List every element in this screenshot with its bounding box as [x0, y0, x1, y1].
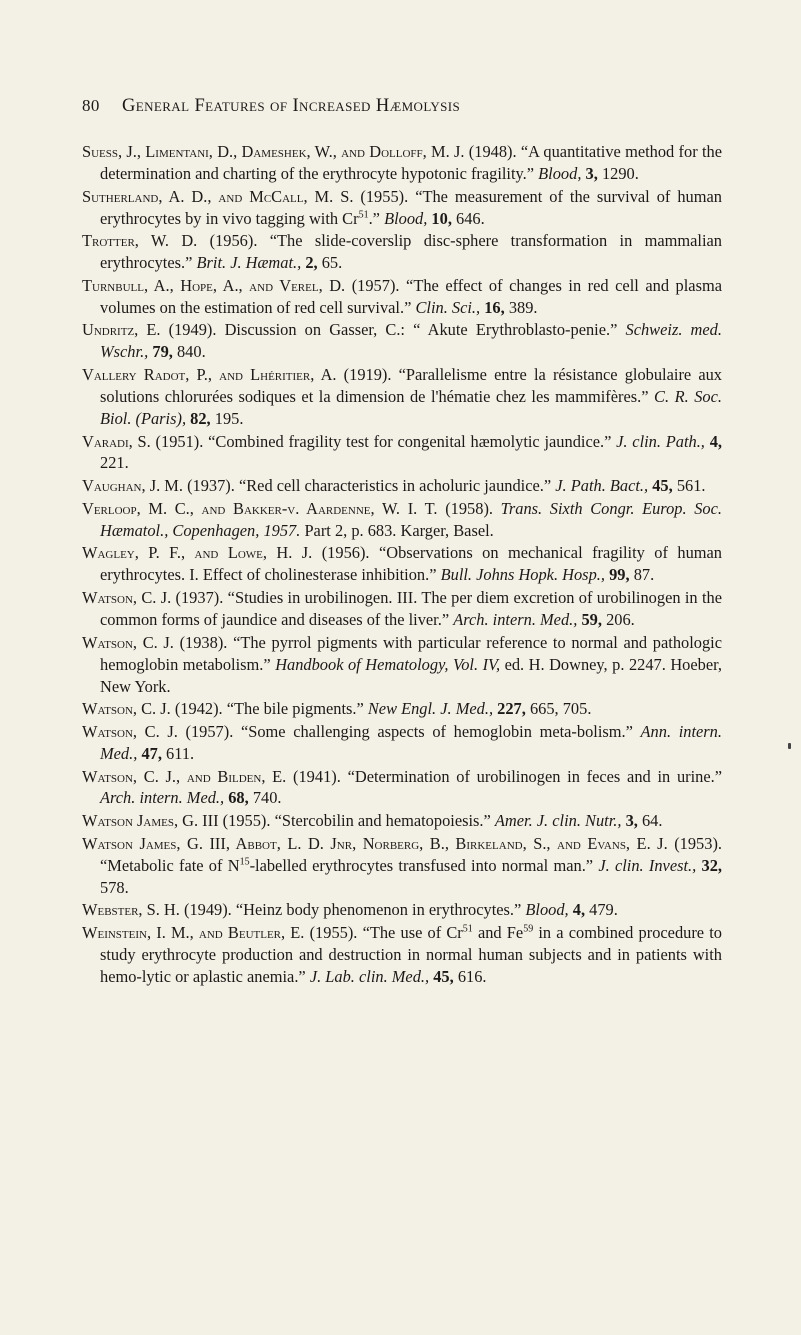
page-number: 80 — [82, 96, 100, 115]
reference-year: (1951). — [155, 431, 204, 451]
reference-sup: 15 — [239, 856, 250, 868]
reference-journal: Ann. intern. Med., — [100, 721, 722, 763]
reference-title: “Studies in urobilinogen. III. The per diem excretion of urobilinogen in the common forms of jaundice and diseases of the liver.” — [100, 588, 722, 629]
reference-year: (1956). — [321, 543, 370, 563]
reference-journal: Bull. Johns Hopk. Hosp., — [440, 565, 605, 585]
reference-entry — [82, 899, 722, 921]
reference-title: “The effect of changes in red cell and plasma volumes on the estimation of red cell survival.” — [100, 275, 722, 317]
reference-volume: 3, — [625, 811, 638, 831]
reference-pages: 206. — [606, 610, 635, 629]
reference-title: “A quantitative method for the determination and charting of the erythrocyte hypotonic fragility.” — [100, 142, 722, 183]
reference-authors: Watson, C. J. — [82, 588, 172, 608]
reference-authors: Turnbull, A., Hope, A., and Verel, D. — [82, 275, 346, 295]
reference-volume: 59, — [581, 610, 602, 629]
reference-authors: Undritz, E. — [82, 320, 161, 340]
reference-authors: Webster, S. H. — [82, 900, 180, 920]
reference-journal: Arch. intern. Med., — [453, 610, 578, 629]
reference-authors: Verloop, M. C., and Bakker-v. Aardenne, W. I. T. — [82, 498, 438, 518]
reference-year: (1937). — [187, 476, 235, 496]
reference-journal: Amer. J. clin. Nutr., — [494, 811, 622, 831]
reference-list — [82, 141, 722, 988]
reference-entry — [82, 275, 722, 319]
reference-title-end: .” — [368, 208, 380, 228]
reference-journal: J. clin. Path., — [616, 431, 705, 451]
reference-entry — [82, 698, 722, 720]
reference-journal: Schweiz. med. Wschr., — [100, 320, 722, 362]
reference-pages: 389. — [508, 297, 538, 317]
reference-year: (1955). — [360, 186, 409, 206]
reference-entry — [82, 587, 722, 631]
reference-title: “Red cell characteristics in acholuric jaundice.” — [238, 476, 552, 496]
reference-authors: Weinstein, I. M., and Beutler, E. — [82, 923, 305, 943]
reference-volume: 45, — [433, 966, 454, 986]
reference-year: (1942). — [174, 699, 223, 719]
margin-mark — [788, 743, 791, 749]
reference-authors: Watson, C. J. — [82, 699, 171, 719]
reference-title-mid: and Fe — [472, 923, 524, 943]
reference-title: “Combined fragility test for congenital hæmolytic jaundice.” — [208, 431, 612, 451]
reference-year: (1957). — [185, 721, 234, 741]
reference-title: “The bile pigments.” — [226, 699, 364, 719]
reference-volume: 32, — [701, 855, 723, 875]
reference-entry — [82, 542, 722, 586]
reference-authors: Trotter, W. D. — [82, 231, 198, 251]
reference-title-end: in a combined procedure to study erythrocyte production and destruction in normal human subjects and in patients with hemo-lytic or aplastic anemia.” — [100, 923, 723, 986]
reference-pages: 616. — [457, 966, 487, 986]
reference-year: (1937). — [175, 588, 224, 608]
reference-pages: 665, 705. — [529, 699, 592, 719]
reference-year: (1938). — [179, 632, 228, 652]
reference-journal: Handbook of Hematology, Vol. IV, — [275, 654, 501, 674]
reference-entry — [82, 186, 722, 230]
reference-year: (1955). — [222, 811, 271, 831]
reference-volume: 99, — [609, 565, 630, 585]
reference-entry — [82, 721, 722, 765]
reference-volume: 16, — [484, 297, 505, 317]
reference-volume: 2, — [305, 253, 318, 273]
reference-pages: 578. — [100, 877, 129, 897]
reference-pages: 646. — [456, 208, 485, 228]
reference-year: (1955). — [309, 923, 358, 943]
reference-authors: Watson James, G. III — [82, 811, 219, 831]
reference-pages: ed. H. Downey, p. 2247. Hoeber, New York. — [100, 654, 722, 696]
reference-pages: 195. — [214, 408, 244, 428]
reference-sup2: 59 — [523, 923, 534, 935]
reference-entry — [82, 766, 722, 810]
reference-pages: 65. — [321, 253, 343, 273]
reference-title: “The use of Cr — [362, 923, 463, 943]
reference-volume: 79, — [152, 342, 173, 362]
reference-year: (1949). — [183, 900, 232, 920]
reference-year: (1956). — [209, 231, 258, 251]
reference-volume: 3, — [585, 163, 598, 183]
reference-title: “Stercobilin and hematopoiesis.” — [274, 811, 491, 831]
reference-year: (1941). — [293, 766, 341, 786]
reference-authors: Vallery Radot, P., and Lhéritier, A. — [82, 365, 337, 385]
reference-authors: Watson, C. J. — [82, 632, 174, 652]
reference-title: “Determination of urobilinogen in feces and in urine.” — [347, 766, 722, 786]
reference-volume: 45, — [652, 476, 673, 496]
reference-journal: J. clin. Invest., — [598, 855, 697, 875]
reference-pages: 840. — [176, 342, 206, 362]
reference-journal: J. Lab. clin. Med., — [309, 966, 430, 986]
reference-sup: 51 — [358, 209, 369, 221]
reference-title: “The measurement of the survival of human erythrocytes by in vivo tagging with Cr — [100, 186, 722, 228]
reference-year: (1957). — [351, 275, 400, 295]
reference-pages: 1290. — [601, 163, 639, 183]
reference-journal: C. R. Soc. Biol. (Paris), — [100, 386, 722, 428]
reference-entry — [82, 319, 722, 363]
reference-entry — [82, 364, 722, 430]
reference-entry — [82, 833, 722, 899]
reference-sup: 51 — [462, 923, 473, 935]
reference-year: (1953). — [674, 833, 722, 853]
reference-journal: Blood, — [384, 208, 428, 228]
running-head — [82, 96, 722, 117]
reference-pages: 87. — [633, 565, 655, 585]
reference-journal: Clin. Sci., — [415, 297, 481, 317]
reference-journal: Blood, — [538, 163, 582, 183]
reference-volume: 82, — [190, 408, 211, 428]
reference-volume: 4, — [709, 431, 722, 451]
reference-title-end: -labelled erythrocytes transfused into normal man.” — [249, 855, 594, 875]
reference-title: “Some challenging aspects of hemoglobin meta-bolism.” — [240, 721, 633, 741]
running-title: General Features of Increased Hæmolysis — [122, 96, 461, 116]
reference-volume: 68, — [228, 788, 249, 808]
reference-title: “The pyrrol pigments with particular reference to normal and pathologic hemoglobin metabolism.” — [100, 632, 722, 674]
reference-journal: J. Path. Bact., — [555, 476, 649, 496]
reference-title: “The slide-coverslip disc-sphere transformation in mammalian erythrocytes.” — [100, 231, 722, 273]
reference-entry — [82, 498, 722, 542]
reference-journal: New Engl. J. Med., — [367, 699, 494, 719]
reference-title: “Parallelisme entre la résistance globulaire aux solutions chlorurées sodiques et la dimension de l'hématie chez les mammifères.” — [100, 365, 722, 406]
reference-year: (1948). — [468, 142, 517, 161]
reference-authors: Vaughan, J. M. — [82, 476, 183, 496]
reference-authors: Sutherland, A. D., and McCall, M. S. — [82, 186, 354, 206]
reference-pages: 740. — [252, 788, 282, 808]
reference-authors: Wagley, P. F., and Lowe, H. J. — [82, 543, 313, 563]
reference-volume: 227, — [497, 699, 526, 719]
reference-entry — [82, 810, 722, 832]
reference-volume: 4, — [572, 900, 586, 920]
reference-authors: Varadi, S. — [82, 431, 151, 451]
reference-year: (1958). — [445, 498, 493, 518]
reference-pages: 479. — [589, 900, 618, 920]
reference-entry — [82, 141, 722, 185]
reference-title: “Metabolic fate of N — [100, 855, 240, 875]
reference-pages: Part 2, p. 683. Karger, Basel. — [304, 520, 494, 540]
reference-journal: Brit. J. Hæmat., — [196, 253, 302, 273]
reference-year: (1919). — [343, 365, 392, 385]
reference-authors: Watson, C. J., and Bilden, E. — [82, 766, 287, 786]
reference-entry — [82, 922, 722, 988]
reference-volume: 10, — [431, 208, 452, 228]
reference-entry — [82, 230, 722, 274]
reference-pages: 611. — [166, 743, 195, 763]
reference-entry — [82, 475, 722, 497]
reference-pages: 561. — [676, 476, 706, 496]
reference-pages: 64. — [641, 811, 663, 831]
reference-year: (1949). — [168, 320, 217, 340]
reference-entry — [82, 632, 722, 698]
reference-title: “Observations on mechanical fragility of human erythrocytes. I. Effect of cholinesterase inhibition.” — [100, 543, 723, 585]
reference-authors: Suess, J., Limentani, D., Dameshek, W., and Dolloff, M. J. — [82, 142, 465, 161]
reference-journal: Blood, — [525, 900, 569, 920]
reference-pages: 221. — [100, 453, 129, 473]
reference-volume: 47, — [141, 743, 162, 763]
reference-title: Discussion on Gasser, C.: “ Akute Erythroblasto-penie.” — [224, 320, 618, 340]
reference-authors: Watson, C. J. — [82, 721, 178, 741]
reference-authors: Watson James, G. III, Abbot, L. D. Jnr, Norberg, B., Birkeland, S., and Evans, E. J. — [82, 833, 668, 853]
reference-title: “Heinz body phenomenon in erythrocytes.” — [235, 900, 522, 920]
reference-entry — [82, 431, 722, 475]
book-page — [82, 96, 722, 989]
reference-journal: Trans. Sixth Congr. Europ. Soc. Hæmatol., Copenhagen, 1957. — [100, 498, 722, 540]
reference-journal: Arch. intern. Med., — [100, 788, 225, 808]
